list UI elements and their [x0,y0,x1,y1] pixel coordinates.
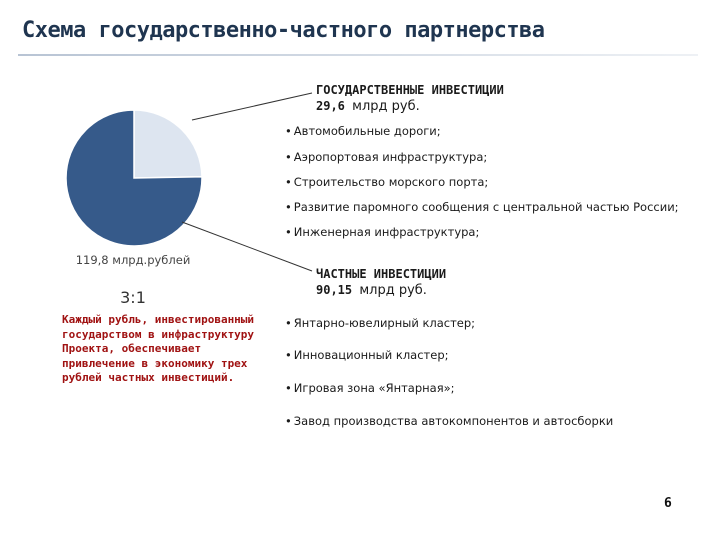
ratio-note: Каждый рубль, инвестированный государством в инфраструктуру Проекта, обеспечивает привлечение в экономику трех рублей частных инвестиций. [62,313,255,384]
government-item: • Строительство морского порта; [285,175,488,189]
government-heading-block [316,82,504,115]
private-item: • Завод производства автокомпонентов и автосборки [285,414,613,428]
government-item: • Аэропортовая инфраструктура; [285,150,487,164]
government-item: • Развитие паромного сообщения с центральной частью России; [285,200,679,214]
page-number: 6 [664,496,672,511]
government-amount-value: 29,6 [316,99,345,113]
government-item: • Инженерная инфраструктура; [285,225,479,239]
pie-total-label: 119,8 млрд.рублей [75,253,191,267]
private-item: • Инновационный кластер; [285,348,449,362]
private-heading-block [316,266,446,299]
government-leader-line [192,93,312,120]
government-slice [134,110,202,178]
private-item: • Янтарно-ювелирный кластер; [285,316,475,330]
government-amount-unit: млрд руб. [352,99,420,114]
private-amount-unit: млрд руб. [359,283,427,298]
private-amount [316,282,446,299]
government-amount [316,98,504,115]
private-heading: ЧАСТНЫЕ ИНВЕСТИЦИИ [316,267,447,281]
government-item: • Автомобильные дороги; [285,124,441,138]
page-title: Схема государственно-частного партнерства [22,18,545,43]
private-amount-value: 90,15 [316,283,353,297]
government-heading: ГОСУДАРСТВЕННЫЕ ИНВЕСТИЦИИ [316,83,504,97]
private-item: • Игровая зона «Янтарная»; [285,381,455,395]
ratio-label: 3:1 [120,288,146,307]
